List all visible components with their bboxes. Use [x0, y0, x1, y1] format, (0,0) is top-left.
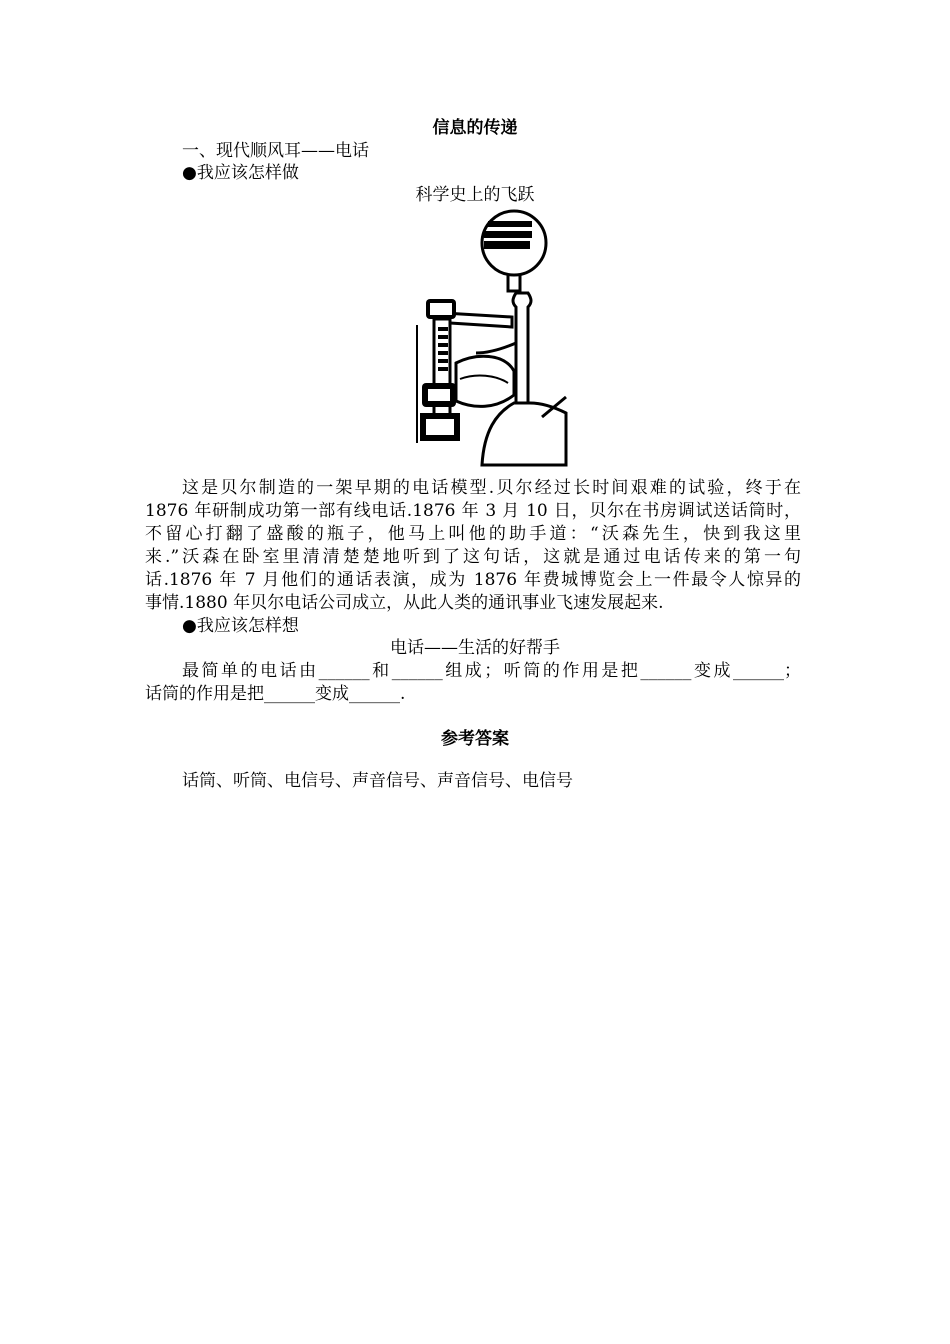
telephone-stem: [513, 293, 531, 403]
question-line-2: 话筒的作用是把______变成______.: [145, 684, 406, 704]
receiver: [416, 299, 460, 443]
answer-title: 参考答案: [441, 729, 509, 749]
candlestick-telephone-icon: [416, 203, 570, 471]
mouthpiece-grille-1: [488, 221, 532, 227]
mouthpiece-grille-2: [484, 231, 532, 238]
bullet-how-to-do: ●我应该怎样做: [182, 163, 299, 183]
paragraph-line-4: 来.”沃森在卧室里清清楚楚地听到了这句话，这就是通过电话传来的第一句: [145, 547, 801, 567]
telephone-illustration: [416, 203, 570, 471]
paragraph-line-1: 这是贝尔制造的一架早期的电话模型.贝尔经过长时间艰难的试验，终于在: [182, 478, 801, 498]
answer-text: 话筒、听筒、电信号、声音信号、声音信号、电信号: [182, 771, 573, 791]
paragraph-line-5: 话.1876 年 7 月他们的通话表演，成为 1876 年费城博览会上一件最令人惊异的: [145, 570, 801, 590]
document-title: 信息的传递: [432, 118, 518, 138]
paragraph-line-6: 事情.1880 年贝尔电话公司成立，从此人类的通讯事业飞速发展起来.: [145, 593, 664, 613]
question-line-1: 最简单的电话由______和______组成；听筒的作用是把______变成______；: [182, 661, 801, 681]
mouthpiece-grille-3: [484, 241, 530, 249]
paragraph-line-3: 不留心打翻了盛酸的瓶子，他马上叫他的助手道：“沃森先生，快到我这里: [145, 524, 801, 544]
subheading: 电话——生活的好帮手: [390, 638, 560, 658]
section-heading: 一、现代顺风耳——电话: [182, 141, 369, 161]
figure-caption: 科学史上的飞跃: [415, 185, 535, 205]
paragraph-line-2: 1876 年研制成功第一部有线电话.1876 年 3 月 10 日，贝尔在书房调试送话筒时，: [145, 501, 801, 521]
bullet-how-to-think: ●我应该怎样想: [182, 616, 299, 636]
telephone-base: [482, 403, 566, 465]
